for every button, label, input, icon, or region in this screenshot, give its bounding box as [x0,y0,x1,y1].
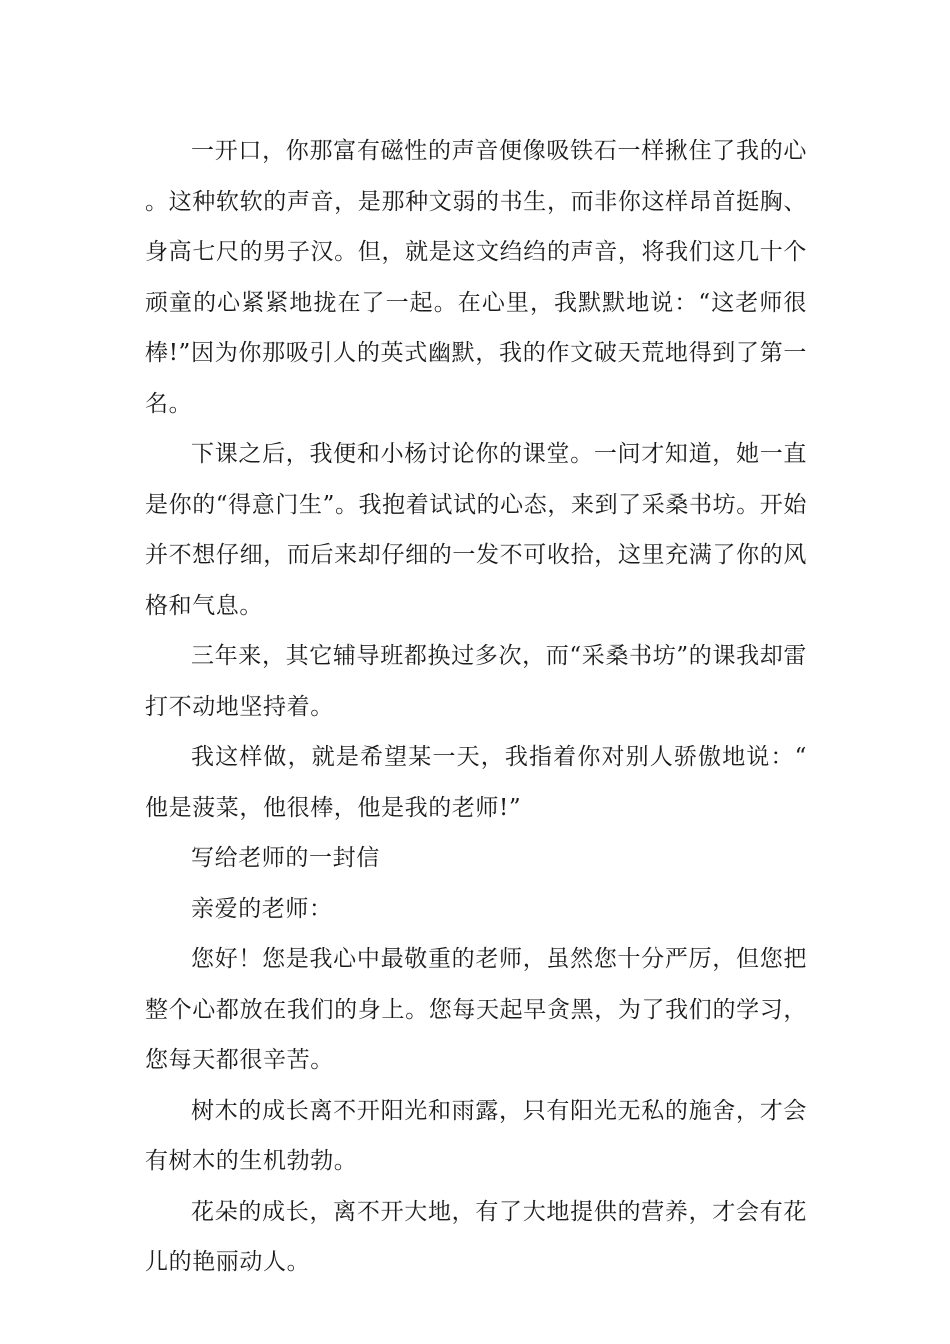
paragraph-proud-hope: 我这样做，就是希望某一天，我指着你对别人骄傲地说：“他是菠菜，他很棒，他是我的老师!” [145,744,807,821]
letter-salutation: 亲爱的老师： [191,895,333,922]
paragraph-after-class: 下课之后，我便和小杨讨论你的课堂。一问才知道，她一直是你的“得意门生”。我抱着试试的心态，来到了采桑书坊。开始并不想仔细，而后来却仔细的一发不可收拾，这里充满了你的风格和气息。 [145,441,807,619]
paragraph-opening-voice: 一开口，你那富有磁性的声音便像吸铁石一样揪住了我的心。这种软软的声音，是那种文弱的书生，而非你这样昂首挺胸、身高七尺的男子汉。但，就是这文绉绉的声音，将我们这几十个顽童的心紧紧地拢在了一起。在心里，我默默地说：“这老师很棒!”因为你那吸引人的英式幽默，我的作文破天荒地得到了第一名。 [145,138,807,417]
letter-title: 写给老师的一封信 [191,845,380,871]
paragraph-greeting: 您好！您是我心中最敬重的老师，虽然您十分严厉，但您把整个心都放在我们的身上。您每天起早贪黑，为了我们的学习，您每天都很辛苦。 [145,946,807,1073]
document-body [145,126,807,1288]
paragraph-three-years: 三年来，其它辅导班都换过多次，而“采桑书坊”的课我却雷打不动地坚持着。 [145,643,807,720]
paragraph-trees: 树木的成长离不开阳光和雨露，只有阳光无私的施舍，才会有树木的生机勃勃。 [145,1097,807,1174]
paragraph-flowers: 花朵的成长，离不开大地，有了大地提供的营养，才会有花儿的艳丽动人。 [145,1198,807,1275]
